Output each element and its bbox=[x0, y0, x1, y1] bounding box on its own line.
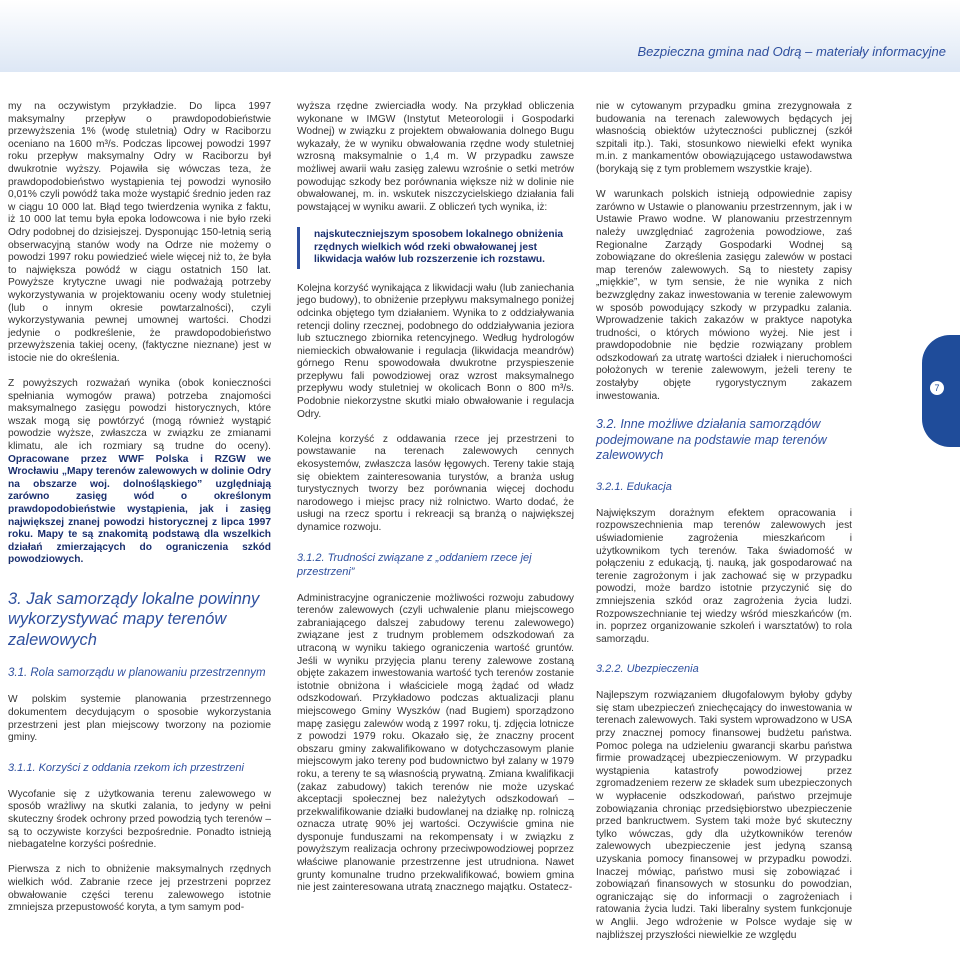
page-number: 7 bbox=[930, 381, 944, 395]
column-2 bbox=[297, 101, 574, 907]
highlighted-text: Opracowane przez WWF Polska i RZGW we Wrocławiu „Mapy terenów zalewowych w dolinie Odry na obszarze woj. dolnośląskiego” uzględniają zarówno zasięg wód o określonym prawdopodobieństwie wystąpienia, jak i zasięg największej znanej powodzi historycznej z lipca 1997 roku. Mapy te są znakomitą podstawą dla wszelkich działań zmierzających do ograniczenia szkód powodziowych. bbox=[8, 453, 271, 566]
header-title: Bezpieczna gmina nad Odrą – materiały informacyjne bbox=[637, 44, 946, 59]
section-number: 3. bbox=[8, 589, 22, 608]
paragraph: my na oczywistym przykładzie. Do lipca 1997 maksymalny przepływ o prawdopodobieństwie przewyższenia 1% (wodę stuletnią) Odry w Raciborzu oceniano na 1600 m³/s. Podczas lipcowej powodzi 1997 roku przepływ maksymalny Odry w Raciborzu był dwukrotnie wyższy. Pojawiła się wówczas teza, że prawdopodobieństwo wystąpienia tej powodzi wynosiło 0,01% czyli powódź taka może wystąpić średnio jeden raz w ciągu 10 000 lat. Błąd tego twierdzenia wynika z faktu, iż 10 000 lat temu była epoka lodowcowa i nie było rzeki Odry podobnej do dzisiejszej. Dysponując 150-letnią serią obserwacyjną stanów wody na Odrze nie możemy o powodzi 1997 roku powiedzieć wiele więcej niż to, że była to największa powódź w ciągu ostatnich 150 lat. Powyższe krytyczne uwagi nie podważają potrzeby wykorzystywania w projektowaniu oceny wody stuletniej (lub o innym okresie powtarzalności), czyli wykorzystywania pewnej umownej wartości. Chodzi jedynie o podkreślenie, że prawdopodobieństwo przewyższenia takiej oceny, (faktyczne nieznane) jest w istocie nie do określenia. bbox=[8, 101, 271, 364]
paragraph: Kolejna korzyść wynikająca z likwidacji wału (lub zaniechania jego budowy), to obniżenie przepływu maksymalnego poniżej odcinka objętego tym działaniem. Wynika to z oddziaływania retencji doliny rzecznej, podobnego do oddziaływania jeziora lub sztucznego zbiornika retencyjnego. Według hydrologów niemieckich obwałowanie i regulacja (likwidacja meandrów) górnego Renu spowodowała dwukrotne przyspieszenie przepływu fali powodziowej oraz wzrost maksymalnego przepływu wody stuletniej w okolicach Bonn o 800 m³/s. Podobnie niekorzystne skutki miało obwałowanie i regulacja Odry. bbox=[297, 282, 574, 420]
subsection-heading-3-1: 3.1. Rola samorządu w planowaniu przestrzennym bbox=[8, 667, 266, 680]
paragraph: Wycofanie się z użytkowania terenu zalewowego w sposób wrażliwy na skutki zalania, to jedyny w pełni skuteczny środek ochrony przed powodzią tych terenów – są to oczywiste korzyści bezpośrednie. Ponadto istnieją niebagatelne korzyści pośrednie. bbox=[8, 788, 271, 851]
paragraph: W polskim systemie planowania przestrzennego dokumentem decydującym o sposobie wykorzystania przestrzeni jest plan miejscowy tworzony na poziomie gminy. bbox=[8, 694, 271, 744]
paragraph: Administracyjne ograniczenie możliwości rozwoju zabudowy terenów zalewowych (czyli uchwalenie planu miejscowego zabraniającego dalszej zabudowy terenu zalewowego) związane jest z trudnym problemem odszkodowań za utraconą w wyniku takiego ograniczenia wartość gruntów. Jeśli w wyniku przyjęcia planu tereny zalewowe zostaną objęte zakazem inwestowania wartość tych terenów zostanie istotnie obniżona i właściciele mogą żądać od władz odszkodowań. Przykładowo podczas aktualizacji planu miejscowego Gminy Wyszków (nad Bugiem) sporządzono mapę zasięgu zalewów wodą z 1997 roku, tj. zdjęcia lotnicze z powodzi 1979 roku. Okazało się, że znaczny procent obszaru gminy zakwalifikowano w dotychczasowym planie miejscowym jako tereny pod budownictwo był zalany w 1979 roku, a tereny te są własnością prywatną. Zmiana kwalifikacji (zakaz zabudowy) takich terenów nie może uzyskać akceptacji społecznej bez należytych odszkodowań – przekwalifikowanie działki budowlanej na działkę np. rolniczą oznacza utratę 90% jej wartości. Oczywiście gmina nie dysponuje funduszami na rekompensaty i w związku z powyższym realizacja ochrony przeciwpowodziowej poprzez właściwe planowanie przestrzenne jest utrudniona. Nawet grunty komunalne trudno przekwalifikować, bowiem gmina nie jest zainteresowana utratą znacznego majątku. Ostatecz- bbox=[297, 592, 574, 894]
header-band bbox=[0, 0, 960, 72]
section-heading-3 bbox=[8, 589, 271, 651]
paragraph: Największym dorażnym efektem opracowania i rozpowszechnienia map terenów zalewowych jest uświadomienie zagrożenia mieszkańcom i użytkownikom tych terenów. Taka świadomość w połączeniu z edukacją, tj. nauką, jak gospodarować na terenie zagrożonym i jak zachować się w przypadku powodzi, może bardzo istotnie przyczynić się do zmniejszenia szkód oraz zagrożenia życia ludzi. Rozpowszechnianie tej wiedzy wśród mieszkańców (m. in. poprzez organizowanie szkoleń i warsztatów) to rola samorządu. bbox=[596, 507, 852, 645]
column-1 bbox=[8, 101, 271, 927]
paragraph-text: Z powyższych rozważań wynika (obok konieczności spełniania wymogów prawa) potrzeba znajomości maksymalnego zasięgu powodzi historycznych, które wszak mogą się powtórzyć (mogą również wystąpić powodzie wyższe, zwłaszcza w związku ze zmianami klimatu, ale ich rozmiary są trudne do oceny). bbox=[8, 378, 271, 453]
subsection-heading-3-1-2: 3.1.2. Trudności związane z „oddaniem rzece jej przestrzeni” bbox=[297, 551, 532, 578]
section-heading-3-2: 3.2. Inne możliwe działania samorządów podejmowane na podstawie map terenów zalewowych bbox=[596, 417, 827, 463]
paragraph: Pierwsza z nich to obniżenie maksymalnych rzędnych wielkich wód. Zabranie rzece jej przestrzeni poprzez obwałowanie części terenu zalewowego istotnie zmniejsza przepustowość koryta, a tym samym pod- bbox=[8, 864, 271, 914]
paragraph: W warunkach polskich istnieją odpowiednie zapisy zarówno w Ustawie o planowaniu przestrzennym, jak i w Ustawie Prawo wodne. W planowaniu przestrzennym należy uwzględniać zagrożenia powodziowe, zaś Regionalne Zarządy Gospodarki Wodnej są zobowiązane do określenia zasięgu zalewów w postaci map terenów zalewowych. Są to niestety zapisy „miękkie”, w tym sensie, że nie wynika z nich bezwzględny zakaz inwestowania w terenie zalewowym w sposób powodujący szkody w przypadku zalania. Wprowadzenie takich zakazów w praktyce napotyka trudności, o których mówiono wyżej. Nie jest i prawdopodobnie nie będzie rozwiązany problem odszkodowań za utratę wartości działek i nieruchomości położonych w terenie zalewowym, jeżeli tereny te zostałyby objęte rygorystycznym zakazem inwestowania. bbox=[596, 189, 852, 402]
paragraph: wyższa rzędne zwierciadła wody. Na przykład obliczenia wykonane w IMGW (Instytut Meteorologii i Gospodarki Wodnej) w związku z projektem obwałowania dolnego Bugu wykazały, że w wyniku obwałowania rzędne wody stuletniej wzrosną maksymalnie o 1,4 m. W przypadku zawsze możliwej awarii wału zasięg zalewu wzrośnie o setki metrów powodując szkody bez porównania większe niż w dolinie nie obwałowanej, m. in. wskutek niszczycielskiego działania fali powstającej w wyniku awarii. Z obliczeń tych wynika, iż: bbox=[297, 101, 574, 213]
subsection-heading-3-1-1: 3.1.1. Korzyści z oddania rzekom ich przestrzeni bbox=[8, 761, 244, 774]
paragraph: nie w cytowanym przypadku gmina zrezygnowała z budowania na terenach zalewowych będących jej własnością obiektów użyteczności publicznej (szkół szpitali itp.). Taki, stosunkowo niewielki efekt wynika m.in. z mankamentów obowiązującego ustawodawstwa (borykają się z tym problemem wszystkie kraje). bbox=[596, 101, 852, 175]
subsection-heading-3-2-1: 3.2.1. Edukacja bbox=[596, 480, 672, 493]
paragraph: Najlepszym rozwiązaniem długofalowym byłoby gdyby się stam ubezpieczeń zniechęcający do inwestowania w terenach zalewowych. Taki system wprowadzono w USA przy znacznej pomocy finansowej budżetu państwa. Pomoc polega na udzieleniu gwarancji skarbu państwa firmie prowadzącej ubezpieczeniowym. W przypadku wystąpienia katastrofy powodziowej przez zgromadzeniem rezerw ze składek sum ubezpieczonych w wypłacenie odszkodowań, państwo przejmuje zobowiązania chroniąc przedsiębiorstwo ubezpieczenie przed bankructwem. System taki może być skuteczny tylko wówczas, gdy dla użytkowników terenów zalewowych ubezpieczenie jest jedyną szansą uzyskania pomocy finansowej w przypadku powodzi. Inaczej mówiąc, państwo musi się zobowiązać i zobowiązań finansowych w stosunku do powodzian, ograniczając się do informacji o zagrożeniach i ratowania życia ludzi. Taki liberalny system funkcjonuje w Anglii. Jego wdrożenie w Polsce wydaje się w najbliższej przyszłości niewielkie ze względu bbox=[596, 690, 852, 941]
paragraph: Kolejna korzyść z oddawania rzece jej przestrzeni to powstawanie na terenach zalewowych cennych ekosystemów, zwłaszcza lasów łęgowych. Tereny takie stają się obiektem zainteresowania turystów, a branża usług turystycznych tworzy bez porównania więcej dochodu narodowego i miejsc pracy niż rolnictwo. Warto dodać, że usługi na rzecz sportu i rekreacji są branżą o największej dynamice rozwoju. bbox=[297, 433, 574, 533]
column-3 bbox=[596, 101, 852, 955]
pull-quote: najskuteczniejszym sposobem lokalnego obniżenia rzędnych wielkich wód rzeki obwałowanej jest likwidacja wałów lub rozszerzenie ich rozstawu. bbox=[297, 227, 574, 269]
paragraph bbox=[8, 378, 271, 567]
subsection-heading-3-2-2: 3.2.2. Ubezpieczenia bbox=[596, 663, 699, 676]
page-number-tab bbox=[922, 335, 960, 447]
section-title: Jak samorządy lokalne powinny wykorzystywać mapy terenów zalewowych bbox=[8, 589, 260, 649]
